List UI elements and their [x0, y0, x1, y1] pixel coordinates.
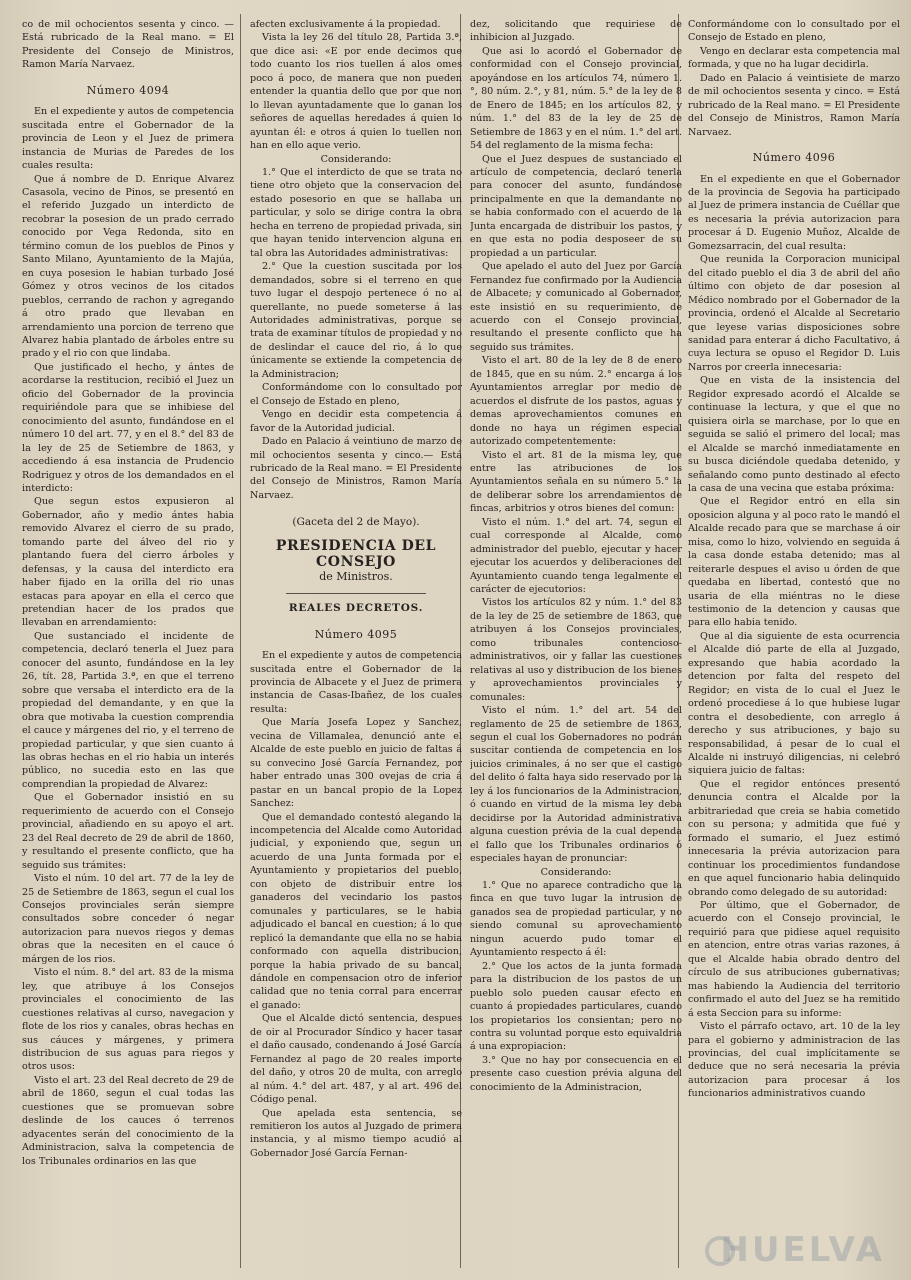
paragraph: Que justificado el hecho, y ántes de acordarse la restitucion, recibió el Juez un oficio del Gobernador de la provincia requiriéndole para que se inhibiese del conocimiento del asunto, fundándose en el número 10 del art. 77, y en el 8.° del 83 de la ley de 25 de Setiembre de 1863, y accediendo á esa instancia de Prudencio Rodriguez y otros de los demandados en el interdicto:	[22, 361, 234, 494]
paragraph: afecten exclusivamente á la propiedad.	[250, 19, 441, 30]
paragraph: 2.° Que los actos de la junta formada para la distribucion de los pastos de un pueblo solo pueden causar efecto en cuanto á propiedades particulares, cuando los propietarios los consientan; pero no contra su voluntad porque esto equivaldria á una expropiacion:	[470, 960, 682, 1053]
source-note: (Gaceta del 2 de Mayo).	[292, 516, 420, 529]
paragraph: Vengo en declarar esta competencia mal formada, y que no ha lugar decidirla.	[688, 45, 900, 71]
paragraph: Visto el núm. 8.° del art. 83 de la misma ley, que atribuye á los Consejos provinciales el conocimiento de las cuestiones relativas al curso, navegacion y flote de los rios y canales, obras hechas en sus cáuces y márgenes, y primera distribucion de sus aguas para riegos y otros usos:	[22, 967, 234, 1073]
paragraph: Que sustanciado el incidente de competencia, declaró tenerla el Juez para conocer del asunto, fundándose en la ley 26, tít. 28, Partida 3.ª, en que el terreno sobre que versaba el interdicto era de la propiedad del demandante, y en que la obra que motivaba la cuestion comprendia el cauce y márgenes del rio, y el terreno de propiedad particular, y que sien cuanto á las obras hechas en el rio habia un interés público, no sucedia esto en las que comprendian la propiedad de Alvarez:	[22, 630, 234, 790]
paragraph: Que reunida la Corporacion municipal del citado pueblo el dia 3 de abril del año último con objeto de dar posesion al Médico nombrado por el Gobernador de la provincia, ordenó el Alcalde al Secretario que leyese varias disposiciones sobre sanidad para enterar á dicho Facultativo, á cuya lectura se opuso el Regidor D. Luis Narros por creerla innecesaria:	[688, 254, 900, 373]
paragraph: Conformándome con lo consultado por el Consejo de Estado en pleno,	[250, 382, 462, 407]
paragraph: Que segun estos expusieron al Gobernador, año y medio ántes habia removido Alvarez el cierro de su prado, tomando parte del álveo del rio y plantando fuera del cierro árboles y defensas, y la causa del interdicto era haber fijado en la orilla del rio unas estacas para apoyar en ella el cerco que pretendian hacer de los prados que llevaban en arrendamiento:	[22, 496, 234, 629]
paragraph: Que el Juez despues de sustanciado el artículo de competencia, declaró tenerla para conocer del asunto, fundándose principalmente en que la demandante no se habia conformado con el acuerdo de la Junta encargada de distribuir los pastos, y en que esta no podia desposeer de su propiedad a un particular.	[470, 153, 682, 259]
archive-watermark: HUELVA	[720, 1230, 885, 1270]
decree-number: Número 4096	[752, 151, 836, 165]
section-heading: PRESIDENCIA DEL CONSEJO	[275, 537, 437, 570]
paragraph: Visto el art. 81 de la misma ley, que entre las atribuciones de los Ayuntamientos señala en su número 5.° la de deliberar sobre los arrendamientos de fincas, arbitrios y otros bienes del comun:	[470, 449, 682, 515]
text-column-2	[250, 18, 462, 1270]
paragraph: Que el Regidor entró en ella sin oposicion alguna y al poco rato le mandó el Alcalde recado para que se marchase á oir misa, como lo hizo, volviendo en seguida á la casa donde estaba detenido; mas al reiterarle despues el aviso u órden de que quedaba en libertad, contestó que no usaria de ella miéntras no le diese testimonio de la detencion y causas que para ello habia tenido.	[688, 496, 900, 629]
paragraph: Que á nombre de D. Enrique Alvarez Casasola, vecino de Pinos, se presentó en el referido Juzgado un interdicto de recobrar la posesion de un prado cerrado conocido por Vega Redonda, sito en término comun de los pueblos de Pinos y Santo Milano, Ayuntamiento de la Majúa, en cuya posesion le habian turbado José Gómez y otros vecinos de los citados pueblos, cerrando de rachon y agregando á otro prado que llevaban en arrendamiento una porcion de terreno que Alvarez habia plantado de árboles entre su prado y el rio con que lindaba.	[22, 173, 234, 360]
text-column-3	[470, 18, 682, 1270]
decree-number: Número 4095	[314, 627, 398, 641]
section-title: REALES DECRETOS.	[288, 602, 424, 615]
paragraph: Que el Alcalde dictó sentencia, despues de oir al Procurador Síndico y hacer tasar el daño causado, condenando á José García Fernandez al pago de 20 reales importe del daño, y otros 20 de multa, con arreglo al núm. 4.° del art. 487, y al art. 496 del Código penal.	[250, 1013, 462, 1106]
decree-number: Número 4094	[86, 83, 170, 97]
text-column-1	[22, 18, 234, 1270]
column-divider	[240, 14, 241, 1268]
paragraph: Que asi lo acordó el Gobernador de conformidad con el Consejo provincial, apoyándose en los artículos 74, número 1.°, 80 núm. 2.°, y 81, núm. 5.° de la ley de 8 de Enero de 1845; en los artículos 82, y núm. 1.° del 83 de la ley de 25 de Setiembre de 1863 y en el núm. 1.° del art. 54 del reglamento de la misma fecha:	[470, 45, 682, 152]
paragraph: Vengo en decidir esta competencia á favor de la Autoridad judicial.	[250, 409, 462, 434]
paragraph: Que en vista de la insistencia del Regidor expresado acordó el Alcalde se continuase la lectura, y que el que no quisiera oirla se marchase, por lo que en seguida se salió el primero del local; mas el Alcalde se marchó inmediatamente en su busca diciéndole quedaba detenido, y señalando como punto destinado al efecto la casa de una vecina que estaba próxima:	[688, 375, 900, 494]
divider-rule	[286, 593, 426, 594]
section-subheading: de Ministros.	[319, 569, 393, 583]
paragraph: 2.° Que la cuestion suscitada por los demandados, sobre si el terreno en que tuvo lugar el despojo pertenece ó no al querellante, no puede someterse á las Autoridades administrativas, porque se trata de examinar títulos de propiedad y no de deslindar el cauce del rio, á lo que únicamente se extiende la competencia de la Administracion;	[250, 261, 462, 380]
paragraph: Que el regidor entónces presentó denuncia contra el Alcalde por la arbitrariedad que creia se habia cometido con su persona; y admitida que fué y formado el sumario, el Juez estimó innecesaria la prévia autorizacion para continuar los procedimientos fundandose en que aquel funcionario habia delinquido obrando como delegado de su autoridad:	[688, 778, 900, 898]
paragraph: Que apelada esta sentencia, se remitieron los autos al Juzgado de primera instancia, y al mismo tiempo acudió al Gobernador José García Fernan-	[250, 1107, 462, 1159]
paragraph: Vistos los artículos 82 y núm. 1.° del 83 de la ley de 25 de setiembre de 1863, que atribuyen á los Consejos provinciales, como tribunales contencioso-administrativos, oir y fallar las cuestiones relativas al uso y distribucion de los bienes y aprovechamientos provinciales y comunales:	[470, 597, 682, 703]
paragraph: dez, solicitando que requiriese de inhibicion al Juzgado.	[470, 19, 682, 44]
paragraph: Que el demandado contestó alegando la incompetencia del Alcalde como Autoridad judicial, y exponiendo que, segun un acuerdo de una Junta formada por el Ayuntamiento y propietarios del pueblo, con objeto de distribuir entre los ganaderos del vecindario los pastos comunales y particulares, se le habia adjudicado el bancal en cuestion; á lo que replicó la demandante que ella no se habia conformado con aquella distribucion, porque la habia privado de su bancal, dándole en compensacion otro de inferior calidad que no tenia corral para encerrar el ganado:	[250, 811, 462, 1011]
paragraph: co de mil ochocientos sesenta y cinco. —Está rubricado de la Real mano. = El Presidente del Consejo de Ministros, Ramon María Narvaez.	[22, 19, 234, 71]
paragraph: Por último, que el Gobernador, de acuerdo con el Consejo provincial, le requirió para que pidiese aquel requisito en atencion, entre otras varias razones, á que el Alcalde habia obrado dentro del círculo de sus atribuciones gubernativas; mas habiendo la Audiencia del territorio confirmado el auto del Juez se ha remitido á esta Seccion para su informe:	[688, 900, 900, 1019]
paragraph: Visto el art. 80 de la ley de 8 de enero de 1845, que en su núm. 2.° encarga á los Ayuntamientos arreglar por medio de acuerdos el disfrute de los pastos, aguas y demas aprovechamientos comunes en donde no haya un régimen especial autorizado competentemente:	[470, 355, 682, 448]
paragraph: Dado en Palacio á veintisiete de marzo de mil ochocientos sesenta y cinco. = Está rubricado de la Real mano. = El Presidente del Consejo de Ministros, Ramon María Narvaez.	[688, 72, 900, 138]
paragraph: 1.° Que no aparece contradicho que la finca en que tuvo lugar la intrusion de ganados sea de propiedad particular, y no siendo comunal su aprovechamiento ningun acuerdo pudo tomar el Ayuntamiento respecto á él:	[470, 880, 682, 959]
paragraph: Visto el núm. 1.° del art. 54 del reglamento de 25 de setiembre de 1863, segun el cual los Gobernadores no podrán suscitar contienda de competencia en los juicios criminales, á no ser que el castigo del delito ó falta haya sido reservado por la ley á los funcionarios de la Administracion, ó cuando en virtud de la misma ley deba decidirse por la Autoridad administrativa alguna cuestion prévia de la cual dependa el fallo que los Tribunales ordinarios ó especiales hayan de pronunciar:	[470, 705, 682, 865]
paragraph: Considerando:	[320, 153, 392, 165]
paragraph: En el expediente en que el Gobernador de la provincia de Segovia ha participado al Juez de primera instancia de Cuéllar que es necesaria la prévia autorizacion para procesar á D. Eugenio Muñoz, Alcalde de Gomezsarracin, del cual resulta:	[688, 173, 900, 252]
paragraph: Que al dia siguiente de esta ocurrencia el Alcalde dió parte de ella al Juzgado, expresando que habia acordado la detencion por falta del respeto del Regidor; en vista de lo cual el Juez le ordenó procediese á lo que hubiese lugar contra el desobediente, con arreglo á derecho y sus atribuciones, y bajo su responsabilidad, á pesar de lo cual el Alcalde ni instruyó diligencias, ni celebró siquiera juicio de faltas:	[688, 630, 900, 777]
paragraph: Que apelado el auto del Juez por García Fernandez fue confirmado por la Audiencia de Albacete; y comunicado al Gobernador, este insistió en su requerimiento, de acuerdo con el Consejo provincial, resultando el presente conflicto que ha seguido sus trámites.	[470, 261, 682, 353]
text-column-4	[688, 18, 900, 1270]
paragraph: Que el Gobernador insistió en su requerimiento de acuerdo con el Consejo provincial, añadiendo en su apoyo el art. 23 del Real decreto de 29 de abril de 1860, y resultando el presente conflicto, que ha seguido sus trámites:	[22, 792, 234, 871]
paragraph: En el expediente y autos de competencia suscitada entre el Gobernador de la provincia de Leon y el Juez de primera instancia de Murias de Paredes de los cuales resulta:	[22, 106, 234, 172]
paragraph: Que María Josefa Lopez y Sanchez, vecina de Villamalea, denunció ante el Alcalde de este pueblo en juicio de faltas á su convecino José García Fernandez, por haber entrado unas 300 ovejas de cria á pastar en un bancal propio de la Lopez Sanchez:	[250, 717, 462, 810]
paragraph: Conformándome con lo consultado por el Consejo de Estado en pleno,	[688, 19, 900, 44]
paragraph: En el expediente y autos de competencia suscitada entre el Gobernador de la provincia de Albacete y el Juez de primera instancia de Casas-Ibañez, de los cuales resulta:	[250, 650, 462, 715]
paragraph: Visto el núm. 10 del art. 77 de la ley de 25 de Setiembre de 1863, segun el cual los Consejos provinciales serán siempre consultados sobre conceder ó negar autorizacion para nuevos riegos y demas obras que la necesiten en el cauce ó márgen de los rios.	[22, 873, 234, 965]
paragraph: Visto el art. 23 del Real decreto de 29 de abril de 1860, segun el cual todas las cuestiones que se promuevan sobre deslinde de los cauces ó terrenos adyacentes serán del conocimiento de la Administracion, salva la competencia de los Tribunales ordinarios en las que	[22, 1074, 234, 1167]
paragraph: 3.° Que no hay por consecuencia en el presente caso cuestion prévia alguna del conocimiento de la Administracion,	[470, 1054, 682, 1093]
paragraph: Visto el párrafo octavo, art. 10 de la ley para el gobierno y administracion de las provincias, del cual implícitamente se deduce que no será necesaria la prévia autorizacion para procesar á los funcionarios administrativos cuando	[688, 1021, 900, 1100]
paragraph: Considerando:	[540, 866, 612, 878]
paragraph: Vista la ley 26 del título 28, Partida 3.ª, que dice asi: «E por ende decimos que todo cuanto los rios tuellen á alos omes poco á poco, de manera que non pueden entender la quantia dello que por que non lo llevan ayuntadamente que lo ganan los señores de aquellas heredades á quien lo ayuntan él: e otros á quien lo tuellen non han en ello aque verio.	[250, 32, 462, 152]
paragraph: 1.° Que el interdicto de que se trata no tiene otro objeto que la conservacion del estado posesorio en que se hallaba un particular, y solo se dirige contra la obra hecha en terreno de propiedad privada, sin que hayan tenido intervencion alguna en tal obra las Autoridades administrativas:	[250, 166, 462, 259]
paragraph: Dado en Palacio á veintiuno de marzo de mil ochocientos sesenta y cinco.— Está rubricado de la Real mano. = El Presidente del Consejo de Ministros, Ramon María Narvaez.	[250, 436, 462, 501]
paragraph: Visto el núm. 1.° del art. 74, segun el cual corresponde al Alcalde, como administrador del pueblo, ejecutar y hacer ejecutar los acuerdos y deliberaciones del Ayuntamiento cuando tenga legalmente el carácter de ejecutorios:	[470, 516, 682, 596]
